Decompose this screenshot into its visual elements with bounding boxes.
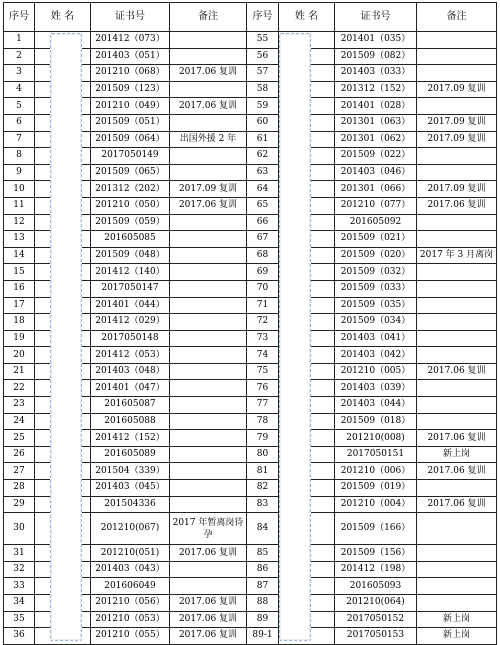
row-note xyxy=(170,48,247,65)
row-seq: 63 xyxy=(247,164,279,181)
row-cert: 201210（006） xyxy=(335,463,417,480)
row-note xyxy=(170,413,247,430)
row-cert: 201210（056） xyxy=(91,595,170,612)
row-note xyxy=(417,578,497,595)
row-cert: 201403（045） xyxy=(91,480,170,497)
row-seq: 77 xyxy=(247,397,279,414)
row-note xyxy=(170,430,247,447)
row-note xyxy=(417,561,497,578)
row-cert: 201509（156） xyxy=(335,545,417,562)
row-cert: 201605085 xyxy=(91,231,170,248)
row-seq: 83 xyxy=(247,496,279,513)
row-cert: 201210(067) xyxy=(91,513,170,545)
row-note xyxy=(417,214,497,231)
row-note xyxy=(170,148,247,165)
row-seq: 17 xyxy=(4,297,35,314)
row-cert: 201210（077） xyxy=(335,197,417,214)
row-note xyxy=(417,330,497,347)
row-note: 2017.06 复训 xyxy=(170,628,247,645)
row-cert: 201312（202） xyxy=(91,181,170,198)
row-cert: 201412（029） xyxy=(91,314,170,331)
row-note xyxy=(170,480,247,497)
row-seq: 76 xyxy=(247,380,279,397)
row-seq: 6 xyxy=(4,114,35,131)
row-note xyxy=(417,98,497,115)
row-seq: 64 xyxy=(247,181,279,198)
row-cert: 2017050149 xyxy=(91,148,170,165)
row-seq: 22 xyxy=(4,380,35,397)
row-seq: 25 xyxy=(4,430,35,447)
row-cert: 201403（043） xyxy=(91,561,170,578)
row-note xyxy=(417,148,497,165)
row-cert: 201412（152） xyxy=(91,430,170,447)
row-seq: 15 xyxy=(4,264,35,281)
row-note xyxy=(417,545,497,562)
row-note: 2017.06 复训 xyxy=(417,197,497,214)
row-cert: 2017050148 xyxy=(91,330,170,347)
row-seq: 87 xyxy=(247,578,279,595)
row-seq: 73 xyxy=(247,330,279,347)
row-cert: 201509（019） xyxy=(335,480,417,497)
row-cert: 201509（021） xyxy=(335,231,417,248)
row-cert: 201210（049） xyxy=(91,98,170,115)
row-cert: 201509（034） xyxy=(335,314,417,331)
row-seq: 21 xyxy=(4,363,35,380)
row-seq: 74 xyxy=(247,347,279,364)
row-note xyxy=(417,397,497,414)
row-cert: 201509（035） xyxy=(335,297,417,314)
row-note: 2017.06 复训 xyxy=(170,545,247,562)
header-row xyxy=(4,3,497,32)
row-note xyxy=(417,513,497,545)
row-note xyxy=(170,264,247,281)
row-note xyxy=(170,397,247,414)
row-note: 2017.06 复训 xyxy=(170,98,247,115)
row-seq: 16 xyxy=(4,280,35,297)
row-seq: 81 xyxy=(247,463,279,480)
redaction-block-right xyxy=(279,33,311,641)
row-note: 2017.09 复训 xyxy=(170,181,247,198)
row-cert: 201509（048） xyxy=(91,247,170,264)
row-seq: 29 xyxy=(4,496,35,513)
row-note: 新上岗 xyxy=(417,611,497,628)
row-cert: 201301（066） xyxy=(335,181,417,198)
row-note xyxy=(170,380,247,397)
row-note xyxy=(170,578,247,595)
row-seq: 35 xyxy=(4,611,35,628)
row-seq: 28 xyxy=(4,480,35,497)
row-seq: 8 xyxy=(4,148,35,165)
row-cert: 201210（068） xyxy=(91,65,170,82)
row-seq: 4 xyxy=(4,81,35,98)
row-seq: 61 xyxy=(247,131,279,148)
row-note xyxy=(417,347,497,364)
row-cert: 201210(064) xyxy=(335,595,417,612)
row-cert: 2017050152 xyxy=(335,611,417,628)
row-seq: 1 xyxy=(4,32,35,49)
row-cert: 201509（032） xyxy=(335,264,417,281)
row-seq: 82 xyxy=(247,480,279,497)
row-note: 2017.06 复训 xyxy=(170,65,247,82)
row-note xyxy=(417,65,497,82)
row-note xyxy=(170,114,247,131)
row-note: 2017.06 复训 xyxy=(417,496,497,513)
row-seq: 89 xyxy=(247,611,279,628)
row-note xyxy=(170,81,247,98)
row-seq: 65 xyxy=(247,197,279,214)
row-cert: 201210（053） xyxy=(91,611,170,628)
row-seq: 20 xyxy=(4,347,35,364)
row-cert: 201605089 xyxy=(91,446,170,463)
row-cert: 201509（064） xyxy=(91,131,170,148)
row-seq: 26 xyxy=(4,446,35,463)
row-cert: 201403（041） xyxy=(335,330,417,347)
row-seq: 78 xyxy=(247,413,279,430)
row-note xyxy=(417,380,497,397)
row-cert: 201605088 xyxy=(91,413,170,430)
row-seq: 79 xyxy=(247,430,279,447)
row-cert: 201504（339） xyxy=(91,463,170,480)
row-note: 2017.06 复训 xyxy=(417,463,497,480)
row-seq: 12 xyxy=(4,214,35,231)
row-seq: 13 xyxy=(4,231,35,248)
row-cert: 201504336 xyxy=(91,496,170,513)
row-seq: 85 xyxy=(247,545,279,562)
row-note xyxy=(170,330,247,347)
row-note: 2017.06 复训 xyxy=(417,363,497,380)
row-seq: 88 xyxy=(247,595,279,612)
row-note xyxy=(170,363,247,380)
row-cert: 2017050153 xyxy=(335,628,417,645)
row-seq: 3 xyxy=(4,65,35,82)
row-note xyxy=(170,280,247,297)
row-seq: 30 xyxy=(4,513,35,545)
row-cert: 201401（044） xyxy=(91,297,170,314)
row-cert: 201403（046） xyxy=(335,164,417,181)
row-cert: 201509（022） xyxy=(335,148,417,165)
row-cert: 201301（062） xyxy=(335,131,417,148)
row-cert: 201210(008) xyxy=(335,430,417,447)
row-seq: 68 xyxy=(247,247,279,264)
row-note xyxy=(170,32,247,49)
row-note xyxy=(170,496,247,513)
row-cert: 201403（042） xyxy=(335,347,417,364)
row-seq: 9 xyxy=(4,164,35,181)
row-cert: 2017050147 xyxy=(91,280,170,297)
row-note: 2017.09 复训 xyxy=(417,114,497,131)
row-seq: 7 xyxy=(4,131,35,148)
row-seq: 55 xyxy=(247,32,279,49)
row-cert: 201412（198） xyxy=(335,561,417,578)
row-note xyxy=(170,247,247,264)
row-cert: 201509（166） xyxy=(335,513,417,545)
row-cert: 201210(051) xyxy=(91,545,170,562)
row-seq: 33 xyxy=(4,578,35,595)
row-note xyxy=(170,214,247,231)
row-note xyxy=(417,231,497,248)
row-seq: 60 xyxy=(247,114,279,131)
row-note: 2017.09 复训 xyxy=(417,181,497,198)
row-cert: 201403（048） xyxy=(91,363,170,380)
row-note xyxy=(417,280,497,297)
row-note: 2017.06 复训 xyxy=(170,611,247,628)
row-cert: 201509（020） xyxy=(335,247,417,264)
row-seq: 14 xyxy=(4,247,35,264)
header-cert-right: 证书号 xyxy=(335,3,417,32)
row-seq: 27 xyxy=(4,463,35,480)
row-seq: 72 xyxy=(247,314,279,331)
row-seq: 56 xyxy=(247,48,279,65)
row-note xyxy=(417,264,497,281)
row-cert: 201403（044） xyxy=(335,397,417,414)
row-note xyxy=(417,314,497,331)
row-cert: 201412（053） xyxy=(91,347,170,364)
row-seq: 58 xyxy=(247,81,279,98)
row-cert: 201210（004） xyxy=(335,496,417,513)
header-name-right: 姓 名 xyxy=(279,3,335,32)
row-seq: 18 xyxy=(4,314,35,331)
row-note xyxy=(417,48,497,65)
row-seq: 70 xyxy=(247,280,279,297)
row-seq: 36 xyxy=(4,628,35,645)
row-note xyxy=(170,297,247,314)
row-seq: 31 xyxy=(4,545,35,562)
row-cert: 201605093 xyxy=(335,578,417,595)
row-cert: 201509（033） xyxy=(335,280,417,297)
row-cert: 201210（050） xyxy=(91,197,170,214)
redaction-block-left xyxy=(50,33,82,641)
row-note xyxy=(417,595,497,612)
row-cert: 201509（059） xyxy=(91,214,170,231)
row-seq: 62 xyxy=(247,148,279,165)
row-seq: 32 xyxy=(4,561,35,578)
header-note-left: 备注 xyxy=(170,3,247,32)
row-seq: 10 xyxy=(4,181,35,198)
row-note xyxy=(417,480,497,497)
row-cert: 201509（051） xyxy=(91,114,170,131)
row-note: 2017.09 复训 xyxy=(417,131,497,148)
header-seq-right: 序号 xyxy=(247,3,279,32)
header-cert-left: 证书号 xyxy=(91,3,170,32)
row-seq: 66 xyxy=(247,214,279,231)
row-seq: 69 xyxy=(247,264,279,281)
row-note: 新上岗 xyxy=(417,628,497,645)
row-cert: 201210（055） xyxy=(91,628,170,645)
row-note xyxy=(417,164,497,181)
row-note xyxy=(170,164,247,181)
row-cert: 201401（047） xyxy=(91,380,170,397)
row-note xyxy=(170,446,247,463)
row-cert: 201509（123） xyxy=(91,81,170,98)
row-cert: 201509（065） xyxy=(91,164,170,181)
row-note: 2017.06 复训 xyxy=(170,595,247,612)
row-note: 2017.09 复训 xyxy=(417,81,497,98)
row-note xyxy=(170,314,247,331)
row-seq: 86 xyxy=(247,561,279,578)
row-seq: 11 xyxy=(4,197,35,214)
row-note xyxy=(417,297,497,314)
row-cert: 201401（028） xyxy=(335,98,417,115)
row-cert: 201605087 xyxy=(91,397,170,414)
header-note-right: 备注 xyxy=(417,3,497,32)
row-seq: 75 xyxy=(247,363,279,380)
row-cert: 201412（140） xyxy=(91,264,170,281)
row-cert: 201312（152） xyxy=(335,81,417,98)
row-note xyxy=(417,413,497,430)
row-seq: 71 xyxy=(247,297,279,314)
row-seq: 84 xyxy=(247,513,279,545)
row-seq: 23 xyxy=(4,397,35,414)
row-cert: 201301（063） xyxy=(335,114,417,131)
row-seq: 19 xyxy=(4,330,35,347)
row-note: 2017 年 3 月离岗 xyxy=(417,247,497,264)
row-cert: 201403（039） xyxy=(335,380,417,397)
row-cert: 201509（082） xyxy=(335,48,417,65)
row-seq: 2 xyxy=(4,48,35,65)
row-seq: 80 xyxy=(247,446,279,463)
header-name-left: 姓 名 xyxy=(35,3,91,32)
row-seq: 59 xyxy=(247,98,279,115)
row-cert: 201412（073） xyxy=(91,32,170,49)
row-cert: 201403（051） xyxy=(91,48,170,65)
row-seq: 34 xyxy=(4,595,35,612)
row-seq: 24 xyxy=(4,413,35,430)
row-note xyxy=(170,231,247,248)
row-note xyxy=(417,32,497,49)
row-note xyxy=(170,463,247,480)
row-cert: 2017050151 xyxy=(335,446,417,463)
header-seq-left: 序号 xyxy=(4,3,35,32)
row-cert: 201403（033） xyxy=(335,65,417,82)
row-seq: 5 xyxy=(4,98,35,115)
row-cert: 201210（005） xyxy=(335,363,417,380)
row-note xyxy=(170,347,247,364)
row-note xyxy=(170,561,247,578)
row-note: 2017 年暂离岗待孕 xyxy=(170,513,247,545)
row-seq: 57 xyxy=(247,65,279,82)
row-note: 新上岗 xyxy=(417,446,497,463)
row-cert: 201605092 xyxy=(335,214,417,231)
row-seq: 89-1 xyxy=(247,628,279,645)
row-note: 出国外援 2 年 xyxy=(170,131,247,148)
row-cert: 201509（018） xyxy=(335,413,417,430)
row-note: 2017.06 复训 xyxy=(417,430,497,447)
row-seq: 67 xyxy=(247,231,279,248)
row-cert: 201401（035） xyxy=(335,32,417,49)
row-note: 2017.06 复训 xyxy=(170,197,247,214)
row-cert: 201606049 xyxy=(91,578,170,595)
